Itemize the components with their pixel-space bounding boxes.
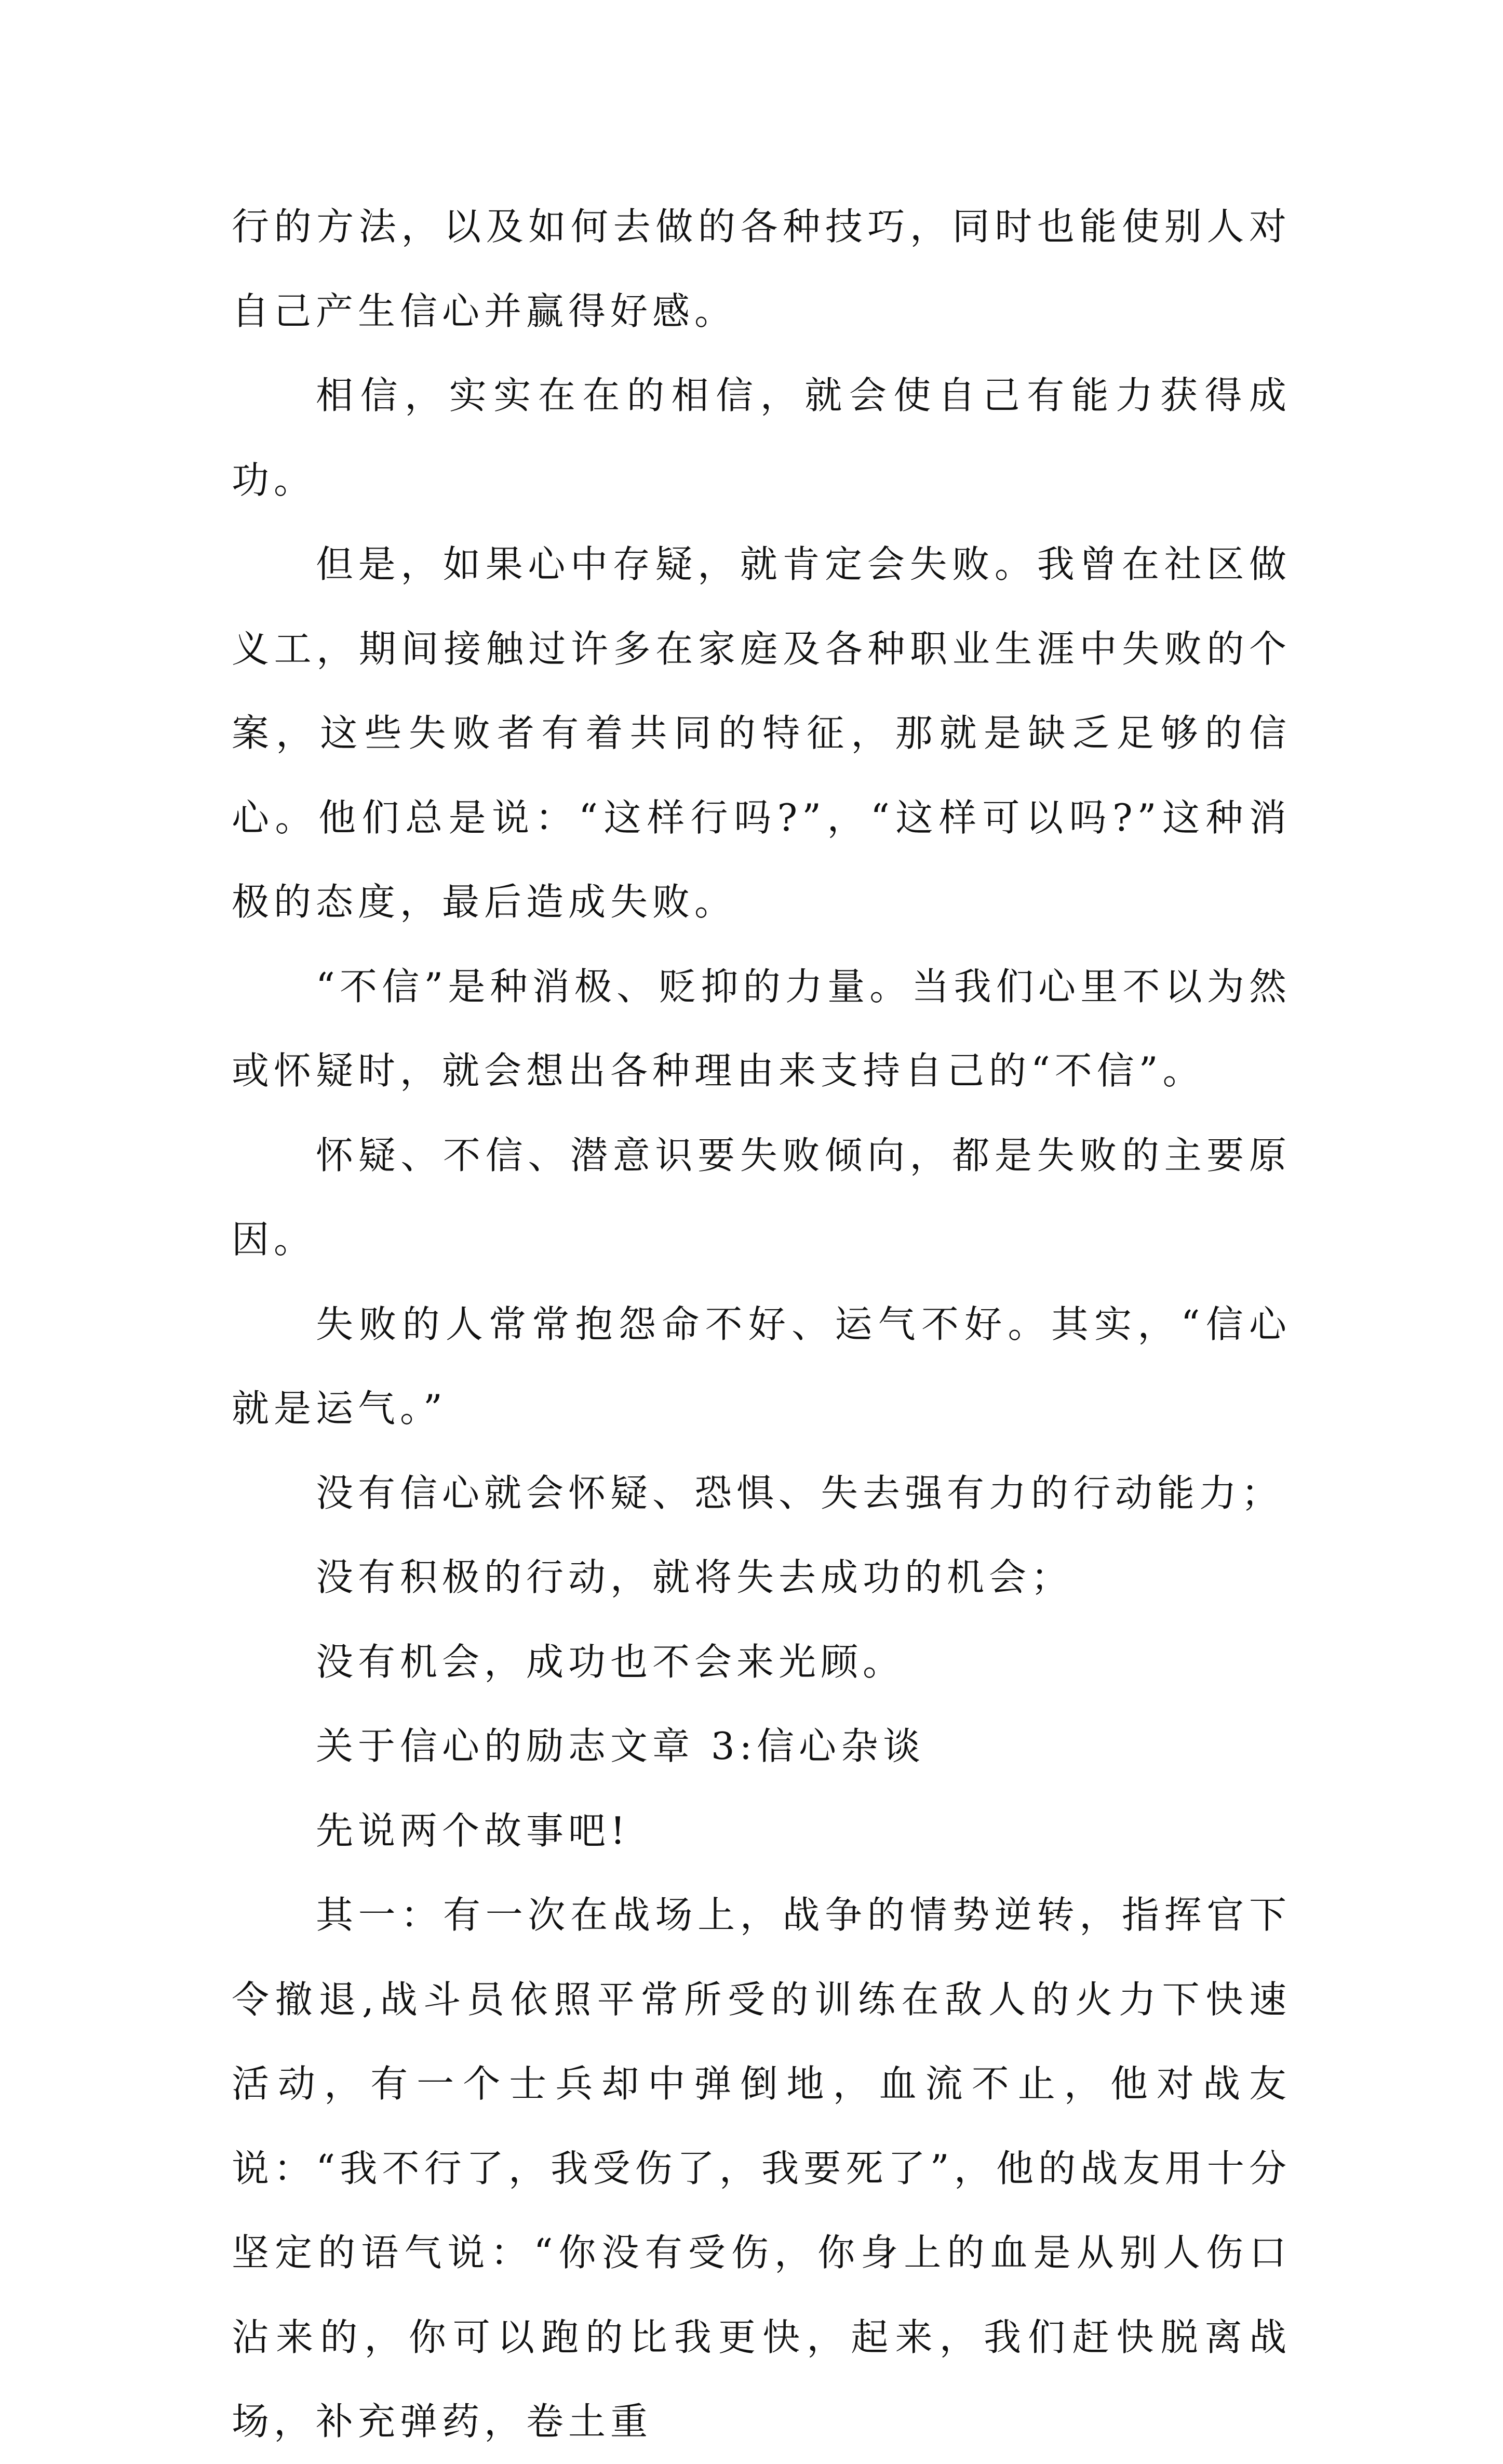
paragraph: 其一：有一次在战场上，战争的情势逆转，指挥官下令撤退,战斗员依照平常所受的训练在敌人的火力下快速活动，有一个士兵却中弹倒地，血流不止，他对战友说：“我不行了，我受伤了，我要死了”，他的战友用十分坚定的语气说：“你没有受伤，你身上的血是从别人伤口沾来的，你可以跑的比我更快，起来，我们赶快脱离战场，补充弹药，卷土重 <box>232 1893 1291 2443</box>
paragraph: “不信”是种消极、贬抑的力量。当我们心里不以为然或怀疑时，就会想出各种理由来支持自己的“不信”。 <box>232 964 1291 1093</box>
paragraph: 没有机会，成功也不会来光顾。 <box>316 1640 905 1684</box>
paragraph: 行的方法，以及如何去做的各种技巧，同时也能使别人对自己产生信心并赢得好感。 <box>232 205 1291 333</box>
section-heading: 关于信心的励志文章 3:信心杂谈 <box>316 1724 925 1768</box>
paragraph: 失败的人常常抱怨命不好、运气不好。其实，“信心就是运气。” <box>232 1302 1291 1430</box>
paragraph: 怀疑、不信、潜意识要失败倾向，都是失败的主要原因。 <box>232 1133 1291 1261</box>
article-body <box>232 184 1291 2464</box>
paragraph: 先说两个故事吧! <box>316 1808 630 1853</box>
paragraph: 没有信心就会怀疑、恐惧、失去强有力的行动能力； <box>316 1471 1284 1515</box>
paragraph: 相信，实实在在的相信，就会使自己有能力获得成功。 <box>232 374 1291 502</box>
paragraph: 但是，如果心中存疑，就肯定会失败。我曾在社区做义工，期间接触过许多在家庭及各种职业生涯中失败的个案，这些失败者有着共同的特征，那就是缺乏足够的信心。他们总是说：“这样行吗?”，“这样可以吗?”这种消极的态度，最后造成失败。 <box>232 542 1291 924</box>
paragraph: 没有积极的行动，就将失去成功的机会； <box>316 1555 1073 1599</box>
